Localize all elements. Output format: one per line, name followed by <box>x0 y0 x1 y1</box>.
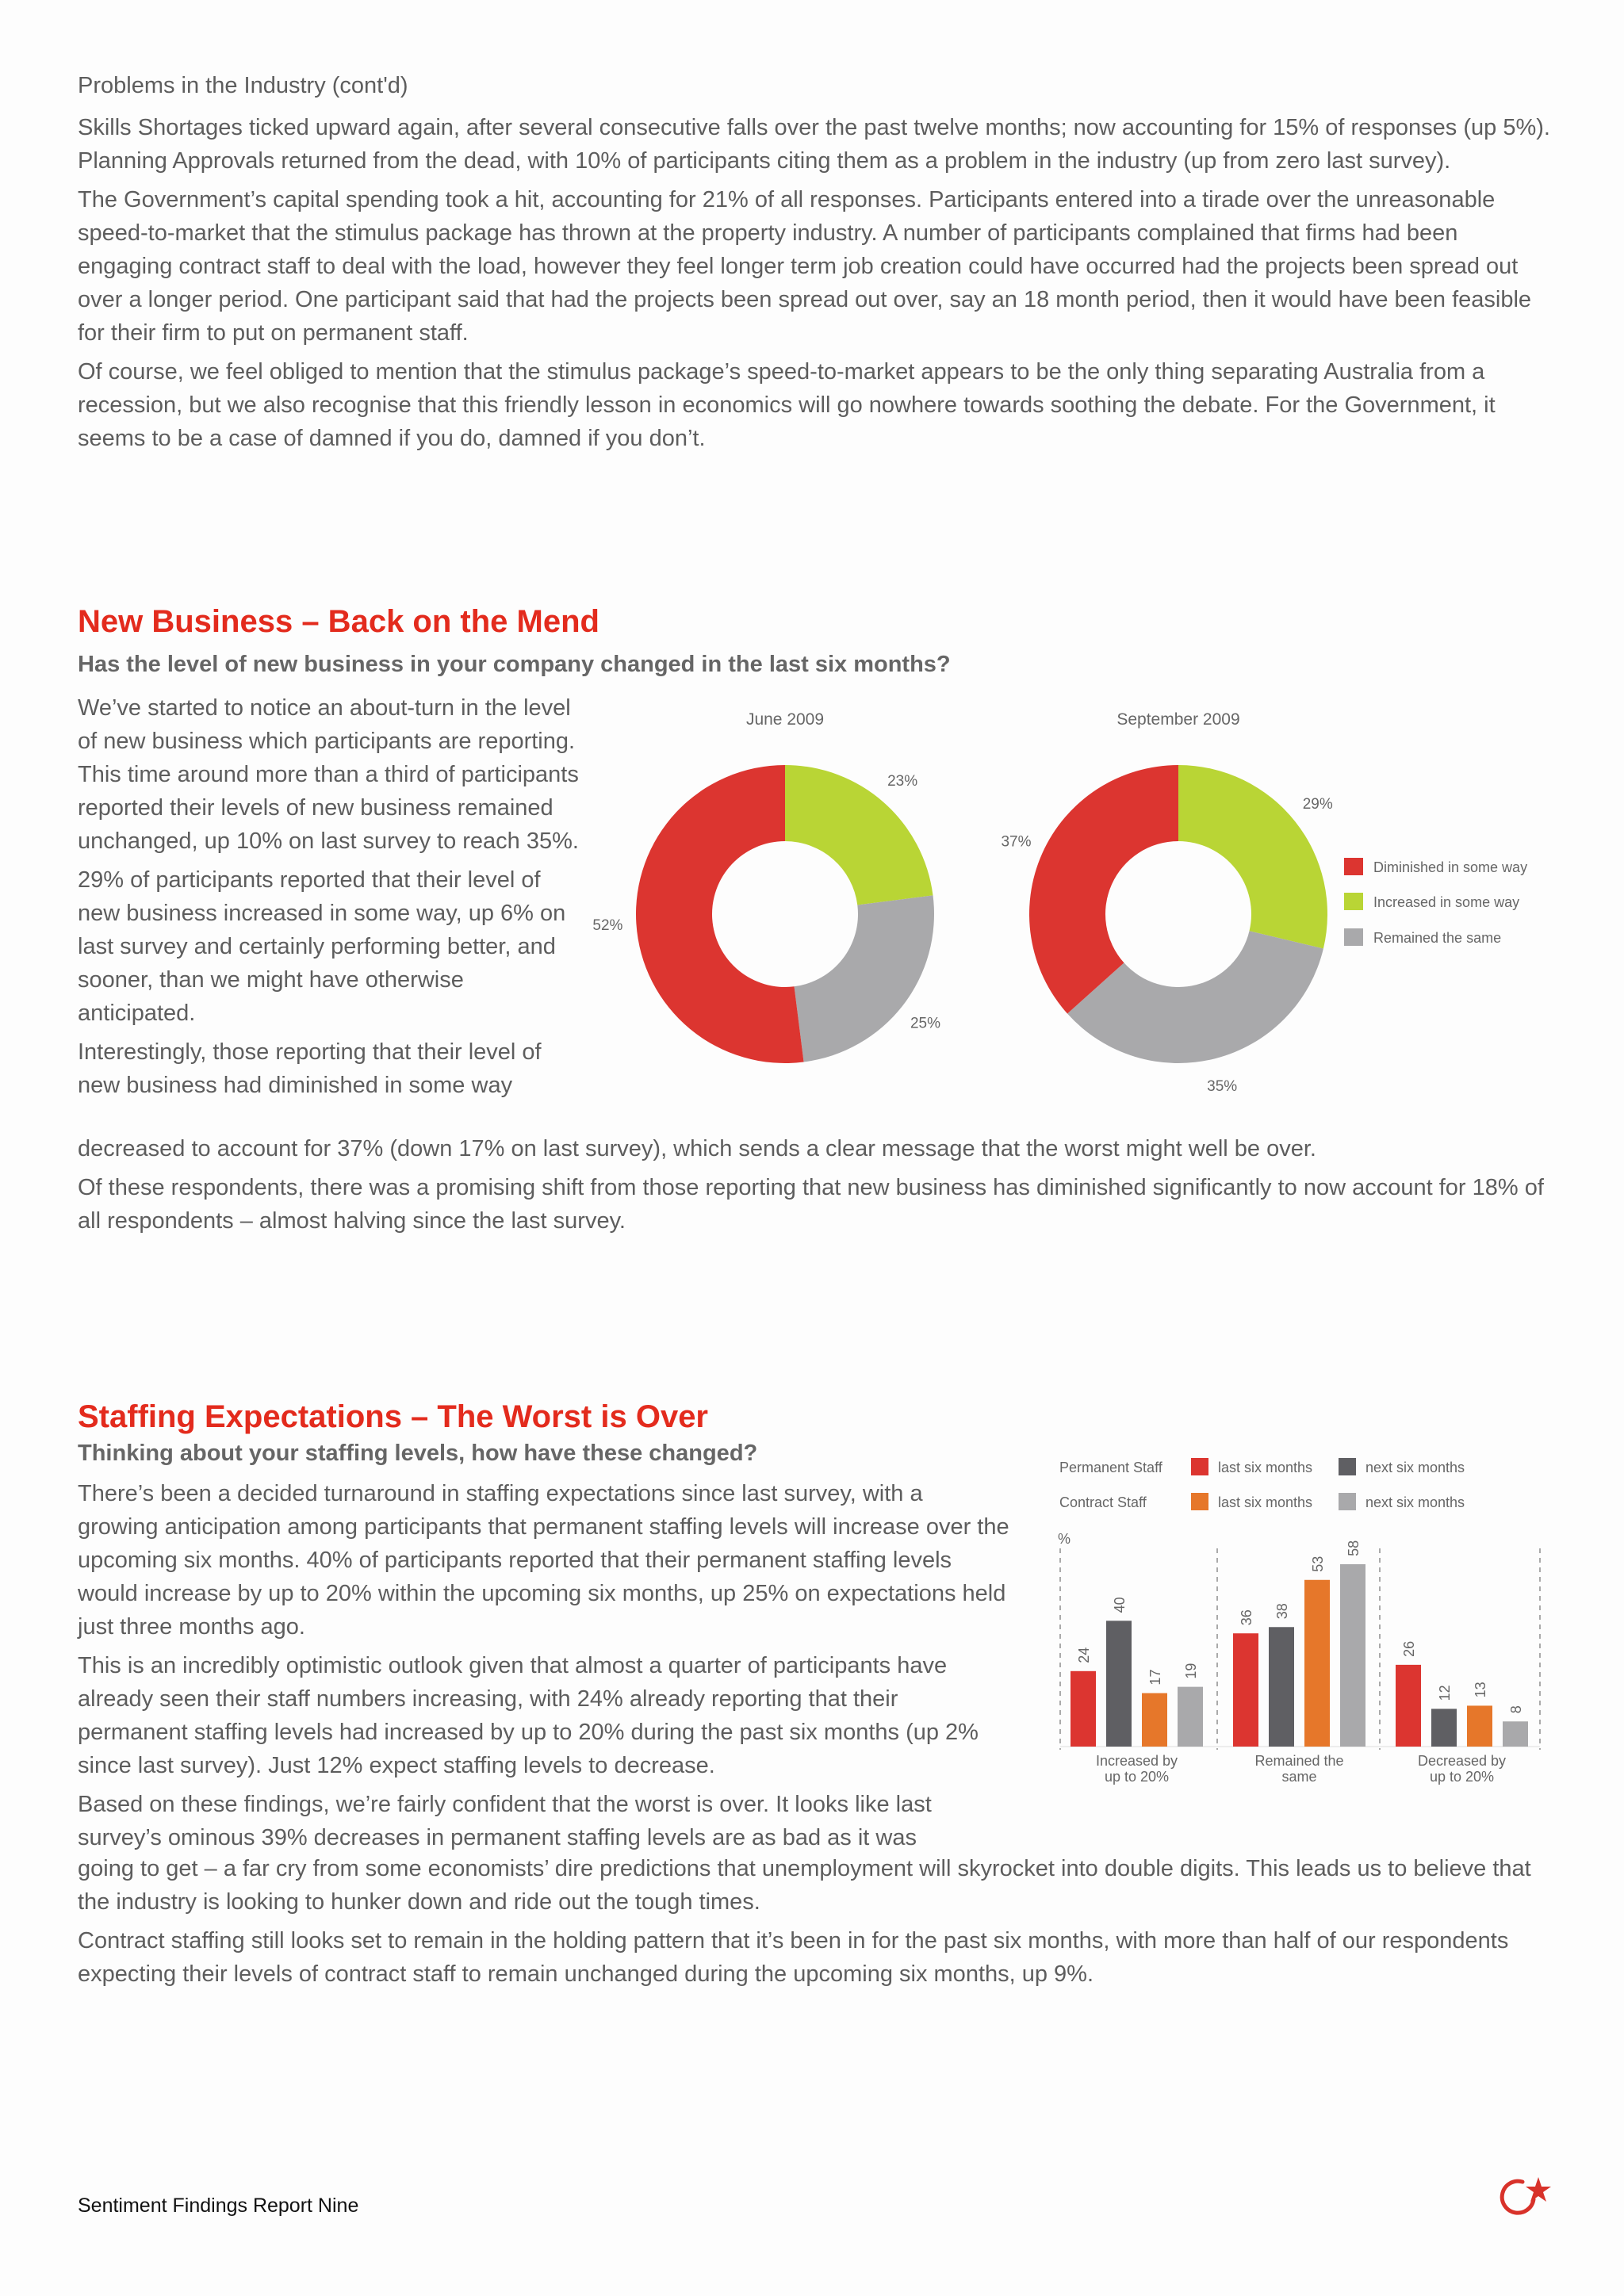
donut-september <box>1001 765 1332 1095</box>
donut-slice-diminished <box>1029 765 1178 1014</box>
bar <box>1467 1705 1492 1747</box>
bar-value-label: 12 <box>1437 1685 1453 1701</box>
bar <box>1503 1721 1528 1747</box>
bar-legend <box>1059 1458 1465 1510</box>
bar-value-label: 38 <box>1274 1603 1290 1620</box>
staffing-question: Thinking about your staffing levels, how have these changed? <box>78 1441 758 1466</box>
body-paragraph: Of these respondents, there was a promising shift from those reporting that new business has diminished significantly to now account for 18% of all respondents – almost halving since the last survey. <box>78 1175 1544 1234</box>
donut-slice-same <box>795 895 934 1062</box>
new-business-donut-charts <box>587 698 1554 1096</box>
body-paragraph: Based on these findings, we’re fairly confident that the worst is over. It looks like last survey’s ominous 39% decreases in permanent staffing levels are as bad as it was <box>78 1792 932 1850</box>
category-label: Decreased by <box>1417 1753 1507 1769</box>
legend-row-label-contract: Contract Staff <box>1059 1494 1147 1510</box>
star-swirl-logo-icon <box>1491 2172 1554 2220</box>
donut-june <box>592 765 940 1063</box>
category-label: Increased by <box>1095 1753 1178 1769</box>
new-business-question: Has the level of new business in your company changed in the last six months? <box>78 652 951 677</box>
donut-label-increased: 23% <box>887 772 918 790</box>
legend-swatch-increased <box>1344 893 1363 910</box>
bar-value-label: 26 <box>1401 1640 1417 1657</box>
legend-label-contract-next: next six months <box>1365 1494 1465 1510</box>
category-label: up to 20% <box>1429 1769 1495 1785</box>
bar-value-label: 19 <box>1183 1663 1199 1679</box>
staffing-heading: Staffing Expectations – The Worst is Over <box>78 1399 708 1434</box>
body-paragraph: We’ve started to notice an about-turn in the level of new business which participants are reporting. This time around more than a third of participants reported their levels of new business remained unchanged, up 10% on last survey to reach 35%. <box>78 695 579 854</box>
legend-swatch-diminished <box>1344 858 1363 875</box>
staffing-bar-chart <box>1047 1447 1554 1796</box>
bar <box>1396 1665 1421 1747</box>
body-paragraph: This is an incredibly optimistic outlook given that almost a quarter of participants have already seen their staff numbers increasing, with 24% already reporting that their permanent staffing levels had increased by up to 20% during the past six months (up 2% since last survey). Just 12% expect staffing levels to decrease. <box>78 1653 979 1778</box>
bar-value-label: 36 <box>1239 1609 1254 1626</box>
legend-label-contract-last: last six months <box>1218 1494 1313 1510</box>
bar-value-label: 17 <box>1147 1669 1163 1686</box>
legend-label-diminished: Diminished in some way <box>1373 859 1528 875</box>
body-paragraph: Contract staffing still looks set to remain in the holding pattern that it’s been in for the past six months, with more than half of our respondents expecting their levels of contract staff to remain unchanged during the upcoming six months, up 9%. <box>78 1928 1509 1987</box>
donut-slice-increased <box>1178 765 1327 948</box>
y-axis-unit: % <box>1058 1531 1071 1547</box>
donut-label-same: 25% <box>910 1015 941 1032</box>
bar-value-label: 13 <box>1473 1682 1488 1698</box>
legend-label-same: Remained the same <box>1373 930 1502 946</box>
category-label: up to 20% <box>1104 1769 1170 1785</box>
donut-slice-diminished <box>636 765 804 1063</box>
legend-swatch-same <box>1344 928 1363 946</box>
legend-label-perm-next: next six months <box>1365 1460 1465 1475</box>
body-paragraph: decreased to account for 37% (down 17% on last survey), which sends a clear message that the worst might well be over. <box>78 1136 1316 1161</box>
donut-label-diminished: 37% <box>1001 833 1032 851</box>
category-label: same <box>1281 1769 1317 1785</box>
body-paragraph: There’s been a decided turnaround in staffing expectations since last survey, with a growing anticipation among participants that permanent staffing levels will increase over the upcoming six months. 40% of participants reported that their permanent staffing levels would increase by up to 20% within the upcoming six months, up 25% on expectations held just three months ago. <box>78 1481 1009 1640</box>
legend-swatch-contract-next <box>1339 1493 1356 1510</box>
intro-paragraph: The Government’s capital spending took a hit, accounting for 21% of all responses. Participants entered into a tirade over the unreasonable speed-to-market that the stimulus package has thrown at the property industry. A number of participants complained that firms had been engaging contract staff to deal with the load, however they feel longer term job creation could have occurred had the projects been spread out over a longer period. One participant said that had the projects been spread out over, say an 18 month period, then it would have been feasible for their firm to put on permanent staff. <box>78 187 1532 346</box>
intro-paragraph: Of course, we feel obliged to mention that the stimulus package’s speed-to-market appears to be the only thing separating Australia from a recession, but we also recognise that this friendly lesson in economics will go nowhere towards soothing the debate. For the Government, it seems to be a case of damned if you do, damned if you don’t. <box>78 359 1496 451</box>
donut-legend <box>1344 858 1527 946</box>
bar <box>1431 1709 1457 1747</box>
donut-label-increased: 29% <box>1302 796 1333 813</box>
intro-paragraph: Skills Shortages ticked upward again, after several consecutive falls over the past twelve months; now accounting for 15% of responses (up 5%). Planning Approvals returned from the dead, with 10% of participants citing them as a problem in the industry (up from zero last survey). <box>78 115 1550 174</box>
bar-value-label: 53 <box>1310 1556 1326 1572</box>
bar <box>1233 1633 1258 1747</box>
legend-swatch-contract-last <box>1191 1493 1208 1510</box>
legend-label-increased: Increased in some way <box>1373 894 1520 910</box>
bar <box>1071 1671 1096 1747</box>
bar <box>1304 1580 1330 1747</box>
body-paragraph: Interestingly, those reporting that their level of new business had diminished in some way <box>78 1039 542 1098</box>
bar <box>1269 1627 1294 1747</box>
bar <box>1340 1564 1365 1747</box>
footer-report-name: Sentiment Findings Report Nine <box>78 2195 359 2217</box>
bar-value-label: 8 <box>1508 1705 1524 1714</box>
bar-value-label: 24 <box>1076 1647 1092 1663</box>
new-business-text-wide <box>78 1132 1553 1243</box>
bar <box>1142 1693 1167 1747</box>
section-kicker: Problems in the Industry (cont'd) <box>78 73 408 98</box>
legend-label-perm-last: last six months <box>1218 1460 1313 1475</box>
bar <box>1106 1621 1132 1747</box>
donut-label-same: 35% <box>1207 1078 1238 1096</box>
staffing-text-wide <box>78 1852 1553 1996</box>
category-label: Remained the <box>1254 1753 1344 1769</box>
body-paragraph: going to get – a far cry from some economists’ dire predictions that unemployment will skyrocket into double digits. This leads us to believe that the industry is looking to hunker down and ride out the tough times. <box>78 1856 1531 1915</box>
legend-swatch-perm-next <box>1339 1458 1356 1475</box>
intro-text <box>78 111 1553 461</box>
new-business-heading: New Business – Back on the Mend <box>78 604 599 639</box>
new-business-text-narrow <box>78 691 585 1108</box>
legend-row-label-permanent: Permanent Staff <box>1059 1460 1162 1475</box>
legend-swatch-perm-last <box>1191 1458 1208 1475</box>
body-paragraph: 29% of participants reported that their level of new business increased in some way, up 6% on last survey and certainly performing better, and sooner, than we might have otherwise anticipated. <box>78 867 566 1026</box>
bar-groups <box>1060 1540 1540 1785</box>
chart-title-june: June 2009 <box>745 710 825 729</box>
chart-title-september: September 2009 <box>1116 710 1240 729</box>
bar-value-label: 40 <box>1112 1597 1128 1613</box>
staffing-text-narrow <box>78 1477 1009 1860</box>
bar <box>1178 1687 1203 1747</box>
donut-label-diminished: 52% <box>592 917 623 935</box>
bar-value-label: 58 <box>1346 1540 1362 1556</box>
